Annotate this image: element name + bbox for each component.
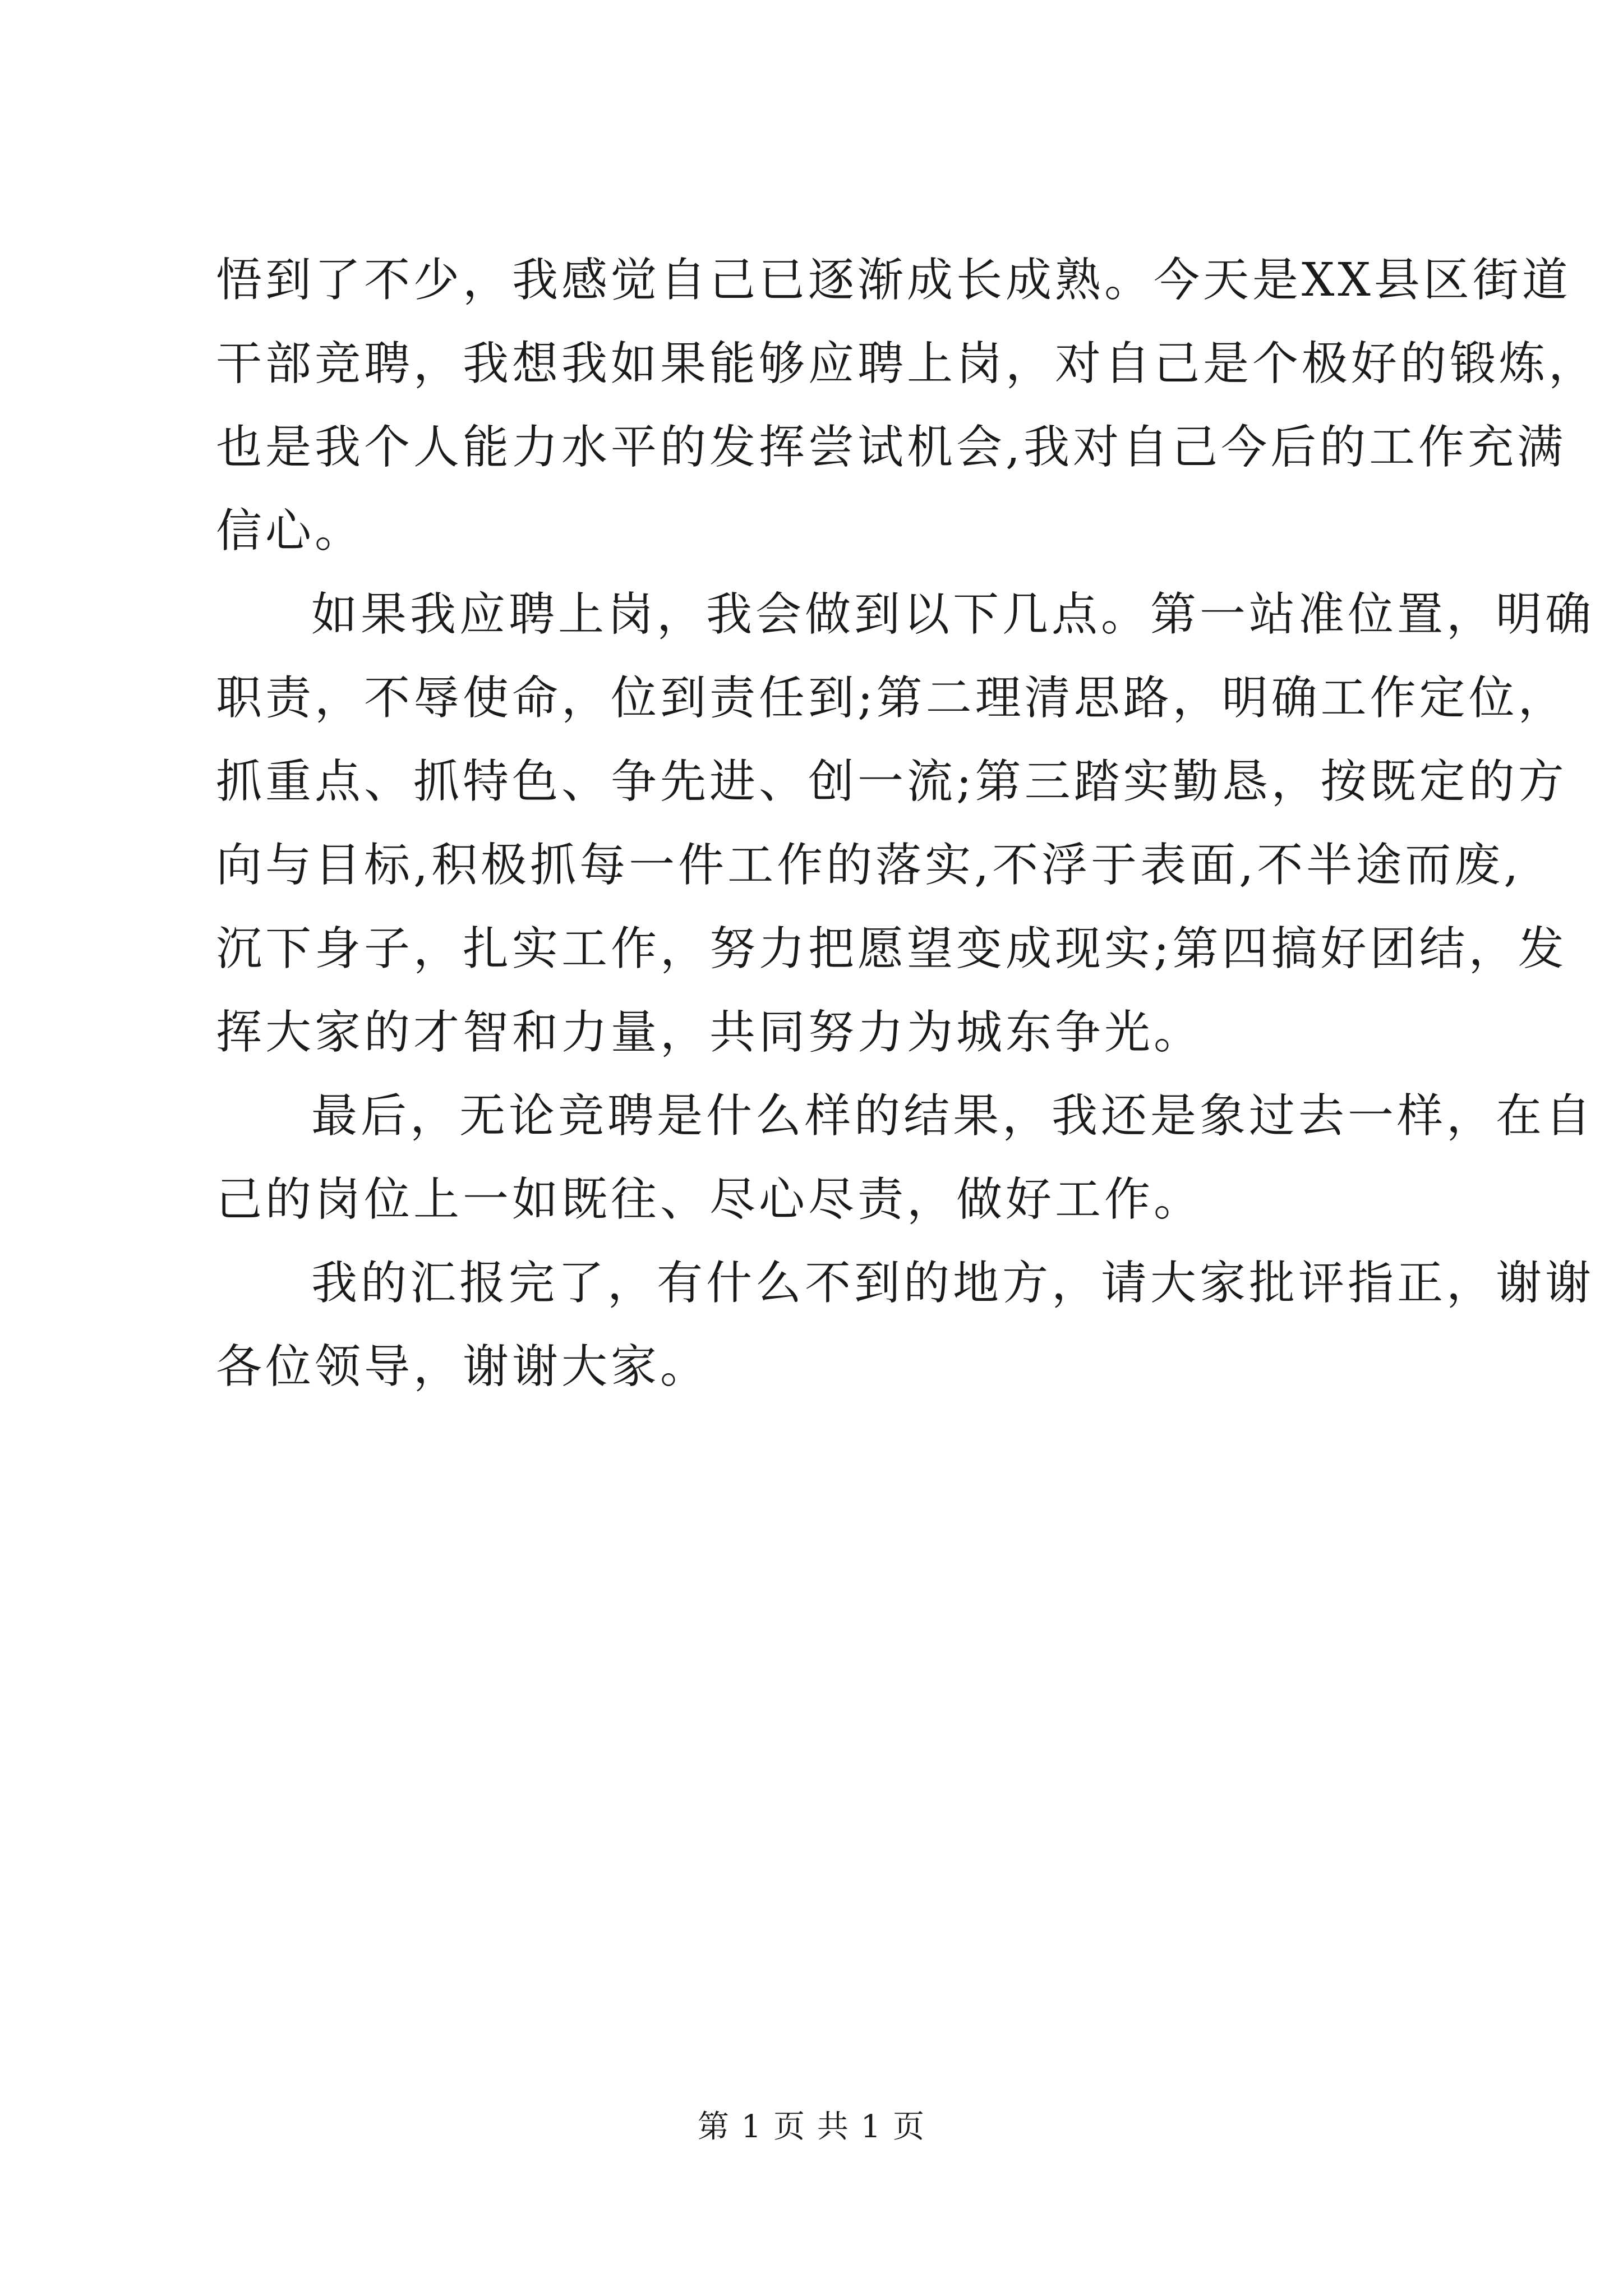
text-line: 己的岗位上一如既往、尽心尽责，做好工作。: [216, 1173, 1204, 1226]
text-line: 各位领导，谢谢大家。: [216, 1340, 710, 1393]
text-line: 我的汇报完了，有什么不到的地方，请大家批评指正，谢谢: [311, 1257, 1595, 1310]
text-line: 最后，无论竞聘是什么样的结果，我还是象过去一样，在自: [311, 1089, 1595, 1143]
paragraph-2: [216, 573, 1595, 1074]
text-line: 干部竞聘，我想我如果能够应聘上岗，对自己是个极好的锻炼，: [216, 337, 1598, 390]
text-line: 向与目标,积极抓每一件工作的落实,不浮于表面,不半途而废,: [216, 839, 1522, 892]
text-line: 如果我应聘上岗，我会做到以下几点。第一站准位置，明确: [311, 588, 1595, 641]
document-body: [216, 238, 1598, 1409]
text-line: 也是我个人能力水平的发挥尝试机会,我对自己今后的工作充满: [216, 421, 1567, 474]
text-line: 信心。: [216, 504, 365, 558]
page-footer: 第 1 页 共 1 页: [697, 2109, 926, 2145]
text-line: 抓重点、抓特色、争先进、创一流;第三踏实勤恳，按既定的方: [216, 755, 1567, 808]
paragraph-3: [216, 1074, 1595, 1241]
text-line: 沉下身子，扎实工作，努力把愿望变成现实;第四搞好团结，发: [216, 922, 1567, 976]
text-line: 挥大家的才智和力量，共同努力为城东争光。: [216, 1006, 1204, 1059]
text-line: 悟到了不少，我感觉自己已逐渐成长成熟。今天是XX县区街道: [216, 254, 1571, 307]
text-line: 职责，不辱使命，位到责任到;第二理清思路，明确工作定位，: [216, 671, 1567, 725]
paragraph-4: [216, 1241, 1595, 1409]
paragraph-1: [216, 238, 1598, 573]
